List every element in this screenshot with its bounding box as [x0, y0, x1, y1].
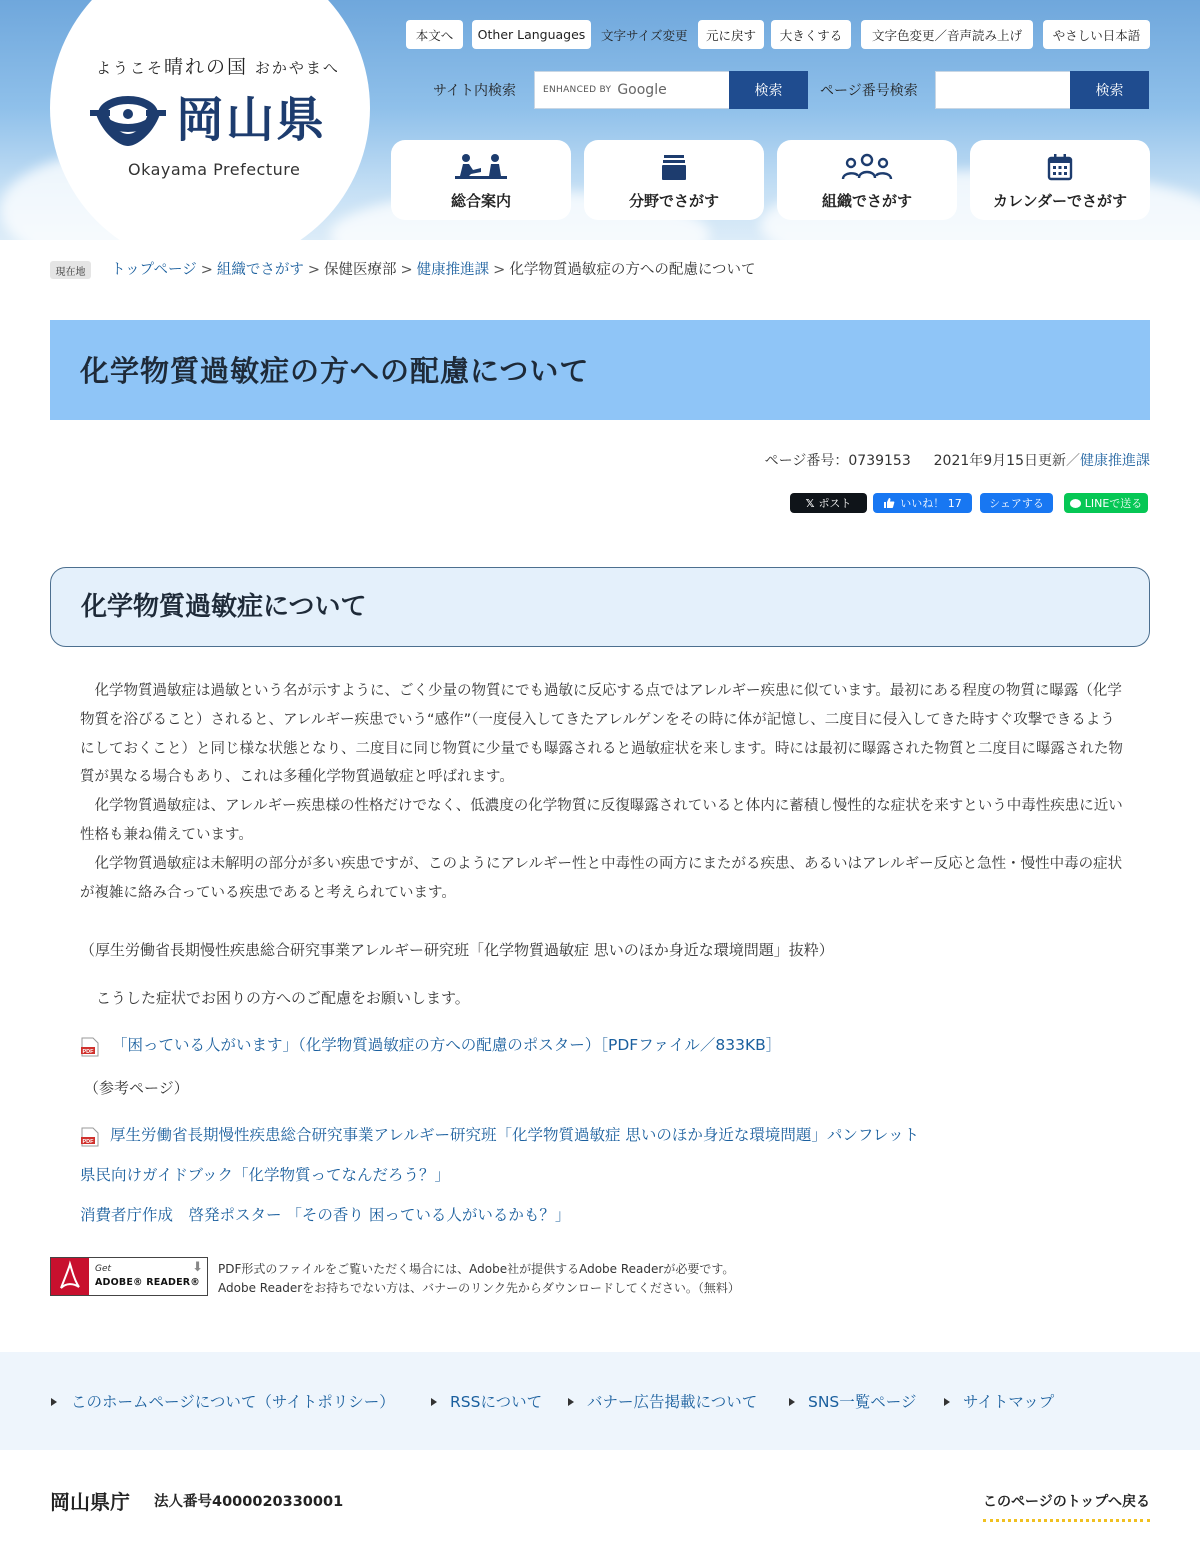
- adobe-reader-banner[interactable]: [50, 1257, 208, 1296]
- x-post-label: ポスト: [818, 497, 852, 510]
- triangle-right-icon: [431, 1398, 437, 1406]
- triangle-right-icon: [568, 1398, 574, 1406]
- enhanced-by-text: ENHANCED BY: [543, 85, 612, 95]
- people-guide-icon: [451, 152, 511, 182]
- adobe-logo-icon: [51, 1258, 89, 1295]
- back-to-top-link[interactable]: このページのトップへ戻る: [983, 1492, 1150, 1522]
- adobe-get-text: Get: [95, 1264, 112, 1274]
- footer-sns-link[interactable]: SNS一覧ページ: [808, 1393, 917, 1411]
- adobe-reader-text: ADOBE® READER®: [95, 1277, 200, 1288]
- facebook-like-button[interactable]: [873, 493, 972, 513]
- triangle-right-icon: [51, 1398, 57, 1406]
- nav-by-field-label: 分野でさがす: [628, 192, 719, 210]
- calendar-icon: [1045, 152, 1075, 182]
- poster-pdf-link[interactable]: 「困っている人がいます」（化学物質過敏症の方への配慮のポスター）［PDFファイル／833KB］: [112, 1036, 782, 1054]
- footer-org-name: 岡山県庁: [50, 1490, 130, 1514]
- triangle-right-icon: [789, 1398, 795, 1406]
- line-send-button[interactable]: [1064, 493, 1148, 513]
- welcome-mid: 晴れの国: [164, 56, 249, 78]
- logo-english: Okayama Prefecture: [128, 160, 301, 179]
- updated-date: 2021年9月15日更新: [933, 453, 1066, 469]
- guidebook-link[interactable]: 県民向けガイドブック「化学物質ってなんだろう？」: [80, 1166, 450, 1184]
- breadcrumb-top-link[interactable]: トップページ: [111, 262, 197, 278]
- site-search-input[interactable]: [534, 71, 730, 109]
- line-send-label: LINEで送る: [1084, 497, 1143, 510]
- page-title: 化学物質過敏症の方への配慮について: [80, 354, 590, 388]
- breadcrumb-separator: >: [200, 262, 213, 278]
- okayama-emblem-icon[interactable]: [88, 92, 168, 152]
- site-search-button[interactable]: 検索: [729, 71, 808, 109]
- other-languages-button[interactable]: Other Languages: [472, 20, 591, 49]
- reference-label: （参考ページ）: [84, 1079, 189, 1097]
- x-post-button[interactable]: [790, 493, 867, 513]
- font-size-label: 文字サイズ変更: [601, 27, 688, 43]
- nav-calendar-label: カレンダーでさがす: [992, 192, 1128, 210]
- breadcrumb-current-badge: 現在地: [50, 261, 91, 279]
- adobe-note-line: PDF形式のファイルをご覧いただく場合には、Adobe社が提供するAdobe Readerが必要です。: [218, 1262, 735, 1276]
- files-box-icon: [659, 152, 689, 182]
- pdf-file-icon: [80, 1037, 100, 1057]
- nav-by-organization-label: 組織でさがす: [821, 192, 912, 210]
- adobe-note: [218, 1260, 740, 1298]
- footer-rss-link[interactable]: RSSについて: [450, 1393, 543, 1411]
- meta-slash: ／: [1066, 453, 1080, 469]
- easy-japanese-button[interactable]: やさしい日本語: [1043, 20, 1150, 49]
- adobe-note-line: Adobe Readerをお持ちでない方は、バナーのリンク先からダウンロードしてください。（無料）: [218, 1281, 740, 1295]
- consumer-poster-link[interactable]: 消費者庁作成 啓発ポスター 「その香り 困っている人がいるかも？」: [80, 1206, 571, 1224]
- facebook-share-button[interactable]: シェアする: [980, 493, 1053, 513]
- request-text: こうした症状でお困りの方へのご配慮をお願いします。: [96, 989, 470, 1007]
- download-arrow-icon: ⬇: [192, 1260, 203, 1275]
- site-header: [0, 0, 1200, 240]
- breadcrumb-organization-link[interactable]: 組織でさがす: [216, 262, 304, 278]
- pdf-file-icon: [80, 1127, 100, 1147]
- paragraph: 化学物質過敏症は未解明の部分が多い疾患ですが、このようにアレルギー性と中毒性の両方にまたがる疾患、あるいはアレルギー反応と急性・慢性中毒の症状が複雑に絡み合っている疾患であると考えられています。: [80, 855, 1123, 901]
- google-logo-text: Google: [617, 82, 667, 98]
- welcome-post: おかやまへ: [254, 59, 340, 77]
- section-body: [80, 677, 1125, 907]
- nav-by-organization[interactable]: [777, 140, 957, 220]
- page-number-search-button[interactable]: 検索: [1070, 71, 1149, 109]
- page-number: ページ番号：0739153: [764, 453, 911, 469]
- footer-site-policy-link[interactable]: このホームページについて（サイトポリシー）: [71, 1393, 395, 1411]
- breadcrumb-separator: >: [493, 262, 506, 278]
- nav-by-field[interactable]: [584, 140, 764, 220]
- page-meta: [765, 450, 1150, 472]
- nav-calendar[interactable]: [970, 140, 1150, 220]
- font-reset-button[interactable]: 元に戻す: [698, 20, 764, 49]
- logo-welcome-text: [96, 52, 340, 79]
- breadcrumb: [111, 259, 756, 281]
- color-voice-button[interactable]: 文字色変更／音声読み上げ: [861, 20, 1033, 49]
- thumbs-up-icon: [883, 497, 895, 509]
- organization-icon: [840, 152, 894, 182]
- breadcrumb-health-promotion-link[interactable]: 健康推進課: [416, 262, 490, 278]
- nav-general-guide-label: 総合案内: [450, 192, 511, 210]
- font-larger-button[interactable]: 大きくする: [771, 20, 851, 49]
- svg-text:PDF: PDF: [82, 1138, 94, 1145]
- department-link[interactable]: 健康推進課: [1080, 453, 1150, 469]
- breadcrumb-health-department: 保健医療部: [324, 262, 397, 278]
- line-logo-icon: [1070, 499, 1081, 508]
- svg-text:PDF: PDF: [82, 1048, 94, 1055]
- breadcrumb-separator: >: [307, 262, 321, 278]
- like-count-label: いいね！ 17: [900, 497, 962, 510]
- section-heading: 化学物質過敏症について: [81, 592, 367, 622]
- nav-general-guide[interactable]: [391, 140, 571, 220]
- pamphlet-link[interactable]: 厚生労働省長期慢性疾患総合研究事業アレルギー研究班「化学物質過敏症 思いのほか身近な環境問題」パンフレット: [110, 1126, 920, 1144]
- section-heading-box: [50, 567, 1150, 647]
- breadcrumb-current-page: 化学物質過敏症の方への配慮について: [509, 262, 756, 278]
- paragraph: 化学物質過敏症は過敏という名が示すように、ごく少量の物質にでも過敏に反応する点ではアレルギー疾患に似ています。最初にある程度の物質に曝露（化学物質を浴びること）されると、アレルギー疾患でいう“感作”（一度侵入してきたアレルゲンをその時に体が記憶し、二度目に侵入してきた時すぐ攻撃できるようにしておくこと）と同じ様な状態となり、二度目に同じ物質に少量でも曝露されると過敏症状を来します。時には最初に曝露された物質と二度目に曝露された物質が異なる場合もあり、これは多種化学物質過敏症と呼ばれます。: [80, 683, 1123, 786]
- welcome-pre: ようこそ: [96, 59, 165, 77]
- page-number-input[interactable]: [935, 71, 1071, 109]
- breadcrumb-separator: >: [400, 262, 413, 278]
- footer-sitemap-link[interactable]: サイトマップ: [963, 1393, 1055, 1411]
- footer-corp-number: 法人番号4000020330001: [154, 1494, 344, 1510]
- site-search-label: サイト内検索: [433, 83, 517, 99]
- footer-links-band: [0, 1352, 1200, 1450]
- paragraph: 化学物質過敏症は、アレルギー疾患様の性格だけでなく、低濃度の化学物質に反復曝露されていると体内に蓄積し慢性的な症状を来すという中毒性疾患に近い性格も兼ね備えています。: [80, 798, 1123, 843]
- logo-name[interactable]: 岡山県: [176, 92, 327, 148]
- page-number-search-label: ページ番号検索: [820, 83, 918, 99]
- skip-to-content-button[interactable]: 本文へ: [406, 20, 463, 49]
- triangle-right-icon: [944, 1398, 950, 1406]
- source-citation: （厚生労働省長期慢性疾患総合研究事業アレルギー研究班「化学物質過敏症 思いのほか身近な環境問題」抜粋）: [80, 941, 834, 959]
- page-title-band: [50, 320, 1150, 420]
- x-logo-icon: 𝕏: [805, 496, 815, 510]
- footer-banner-ad-link[interactable]: バナー広告掲載について: [587, 1393, 758, 1411]
